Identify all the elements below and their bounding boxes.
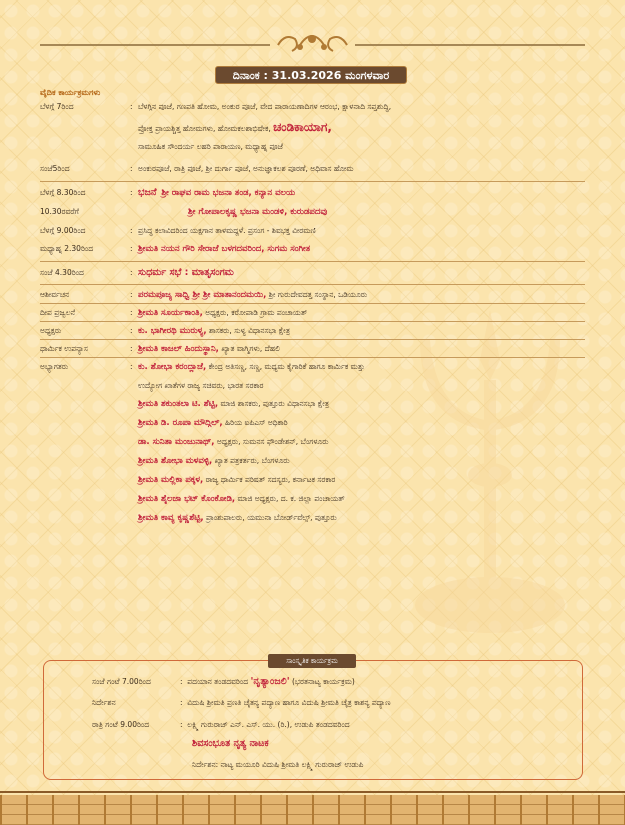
- guest-name: ಕು. ಶೋಭಾ ಕರಂದ್ಲಾಜೆ,: [138, 362, 207, 372]
- row-text: ಸಾಮೂಹಿಕ ಸೌಂದರ್ಯ ಲಹರಿ ಪಾರಾಯಣ, ಮಧ್ಯಾಹ್ನ ಪೂಜೆ: [138, 142, 283, 151]
- colon: :: [130, 308, 133, 317]
- bhajane-title: ಭಜನೆ: [138, 187, 157, 198]
- guest-name: ಶ್ರೀಮತಿ ಡಿ. ರೂಪಾ ಮೌದ್ಗಿಲ್,: [138, 418, 223, 428]
- divider: [40, 303, 585, 304]
- role-label: ಧಾರ್ಮಿಕ ಉಪನ್ಯಾಸ: [40, 344, 88, 353]
- row-text: ಪ್ರಸಿದ್ಧ ಕಲಾವಿದರಿಂದ ಯಕ್ಷಗಾನ ತಾಳಮದ್ದಳೆ. ಪ್ರಸಂಗ - ಶಿವಭಕ್ತ ವೀರಮಣಿ: [138, 226, 316, 235]
- guest-name: ಶ್ರೀಮತಿ ಸೂರ್ಯಕಾಂತಿ,: [138, 308, 203, 318]
- colon: :: [130, 102, 133, 111]
- bottom-divider: [0, 791, 625, 793]
- guest-desc: ಕೇಂದ್ರ ಅತಿಸಣ್ಣ, ಸಣ್ಣ, ಮಧ್ಯಮ ಕೈಗಾರಿಕೆ ಹಾಗೂ ಕಾರ್ಮಿಕ ಮತ್ತು: [208, 362, 365, 371]
- divider: [40, 181, 585, 182]
- guest-desc: ಹಿರಿಯ ಐಪಿಎಸ್ ಅಧಿಕಾರಿ: [225, 418, 288, 427]
- divider: [40, 357, 585, 358]
- row-text: ಪ್ರೋಕ್ತ ಪ್ರಾಯಶ್ಚಿತ್ತ ಹೋಮಗಳು, ಹೋಮಕಲಶಾಭಿಷೇಕ,: [138, 124, 271, 133]
- guest-desc: ಅಧ್ಯಕ್ಷರು, ಕರೋಪಾಡಿ ಗ್ರಾಮ ಪಂಚಾಯತ್: [205, 308, 308, 317]
- time-label: ಬೆಳಗ್ಗೆ 8.30ರಿಂದ: [40, 188, 86, 197]
- colon: :: [130, 268, 133, 277]
- performer-name: ಶ್ರೀ ರಾಘವ ರಾಮ ಭಜನಾ ತಂಡ, ಕನ್ಯಾನ ವಲಯ: [161, 188, 296, 198]
- guest-desc: ಶ್ರೀ ಗುರುದೇವದತ್ತ ಸಂಸ್ಥಾನ, ಒಡಿಯೂರು: [268, 290, 368, 299]
- row-text: ಬೆಳಗ್ಗಿನ ಪೂಜೆ, ಗಣಪತಿ ಹೋಮ, ಅಂಕುರ ಪೂಜೆ, ವೇದ ಪಾರಾಯಣಾದಿಗಳ ಆರಂಭ, ಕ್ಷಾಳನಾದಿ ಸಪ್ತಶುದ್ಧಿ,: [138, 102, 392, 111]
- section-heading-vaidika: ವೈದಿಕ ಕಾರ್ಯಕ್ರಮಗಳು: [40, 88, 101, 97]
- row-text: ಅಂಕುರಪೂಜೆ, ರಾತ್ರಿ ಪೂಜೆ, ಶ್ರೀ ದುರ್ಗಾ ಪೂಜೆ, ಅನುಜ್ಞಾಕಲಶ ಪೂರಣೆ, ಅಧಿವಾಸ ಹೋಮ: [138, 164, 354, 173]
- cultural-director: ನಿರ್ದೇಶನ: ನಾಟ್ಯ ಮಯೂರಿ ವಿದುಷಿ ಶ್ರೀಮತಿ ಲಕ್ಷ್ಮಿ ಗುರುರಾಜ್ ಉಡುಪಿ: [192, 760, 364, 769]
- divider: [40, 339, 585, 340]
- colon: :: [130, 244, 133, 253]
- shivasambhuta-title: ಶಿವಸಂಭೂತ ನೃತ್ಯ ನಾಟಕ: [192, 738, 269, 749]
- time-label: ಸಂಜೆ 4.30ರಿಂದ: [40, 268, 84, 277]
- guest-desc: ಖ್ಯಾತ ಪತ್ರಕರ್ತರು, ಬೆಂಗಳೂರು: [214, 456, 290, 465]
- guest-desc: ಉದ್ಯೋಗ ಖಾತೆಗಳ ರಾಜ್ಯ ಸಚಿವರು, ಭಾರತ ಸರಕಾರ: [138, 381, 264, 390]
- guest-desc: ಅಧ್ಯಕ್ಷರು, ಸುಮನಸ ಫೌಂಡೇಶನ್, ಬೆಂಗಳೂರು: [216, 437, 329, 446]
- guest-name: ಶ್ರೀಮತಿ ಕಾವ್ಯ ಕೃಷ್ಣಶೆಟ್ಟಿ,: [138, 513, 204, 523]
- colon: :: [130, 290, 133, 299]
- guest-name: ಡಾ. ಸುನಿತಾ ಮಂಜುನಾಥ್,: [138, 437, 215, 447]
- time-label: ಬೆಳಗ್ಗೆ 7ರಿಂದ: [40, 102, 74, 111]
- cultural-label: ನಿರ್ದೇಶನ: [92, 698, 116, 707]
- cultural-time-label: ರಾತ್ರಿ ಗಂಟೆ 9.00ರಿಂದ: [92, 720, 150, 729]
- cultural-suffix: (ಭರತನಾಟ್ಯ ಕಾರ್ಯಕ್ರಮ): [292, 677, 355, 686]
- role-label: ಅಭ್ಯಾಗತರು: [40, 362, 69, 371]
- time-label: ಸಂಜೆ5ರಿಂದ: [40, 164, 70, 173]
- colon: :: [130, 362, 133, 371]
- guest-desc: ಪ್ರಾಂಶುಪಾಲರು, ಯಮುನಾ ಬೋರ್ಡ್‌ವೆಲ್ಸ್, ಪುತ್ತೂರು: [206, 513, 337, 522]
- role-label: ಆಶೀರ್ವಚನ: [40, 290, 70, 299]
- guest-name: ಶ್ರೀಮತಿ ಶೋಭಾ ಮಳವಳ್ಳಿ,: [138, 456, 213, 466]
- time-label: ಬೆಳಗ್ಗೆ 9.00ರಿಂದ: [40, 226, 86, 235]
- time-label: ಮಧ್ಯಾಹ್ನ 2.30ರಿಂದ: [40, 244, 94, 253]
- guest-name: ಪರಮಪೂಜ್ಯ ಸಾಧ್ವಿ ಶ್ರೀ ಶ್ರೀ ಮಾತಾನಂದಮಯಿ,: [138, 290, 267, 300]
- date-banner: ದಿನಾಂಕ : 31.03.2026 ಮಂಗಳವಾರ: [215, 66, 407, 84]
- performer-name: ಶ್ರೀ ಗೋಪಾಲಕೃಷ್ಣ ಭಜನಾ ಮಂಡಳಿ, ಕುರುಡಪದವು: [188, 207, 328, 217]
- cultural-time-label: ಸಂಜೆ ಗಂಟೆ 7.00ರಿಂದ: [92, 677, 151, 686]
- guest-desc: ಮಾಜಿ ಅಧ್ಯಕ್ಷರು, ದ. ಕ. ಜಿಲ್ಲಾ ಪಂಚಾಯತ್: [237, 494, 345, 503]
- guest-name: ಶ್ರೀಮತಿ ಮಲ್ಲಿಕಾ ಪಕ್ಕಳ,: [138, 475, 204, 485]
- top-ornament-divider: [0, 25, 625, 65]
- colon: :: [130, 344, 133, 353]
- troupe-text: ಲಕ್ಷ್ಮಿ ಗುರುರಾಜ್ ಎನ್. ಎಸ್. ಯು. (ರಿ.), ಉಡುಪಿ ತಂಡದವರಿಂದ: [187, 720, 350, 729]
- guest-name: ಶ್ರೀಮತಿ ಶೈಲಜಾ ಭಟ್ ಕೊಂಕೋಡಿ,: [138, 494, 236, 504]
- guest-name: ಶ್ರೀಮತಿ ಶಕುಂತಲಾ ಟಿ. ಶೆಟ್ಟಿ,: [138, 399, 219, 409]
- divider: [40, 284, 585, 285]
- cultural-row: : ಲಕ್ಷ್ಮಿ ಗುರುರಾಜ್ ಎನ್. ಎಸ್. ಯು. (ರಿ.), ಉಡುಪಿ ತಂಡದವರಿಂದ: [180, 720, 350, 729]
- chandika-yaga-highlight: ಚಂಡಿಕಾಯಾಗ,: [273, 120, 332, 134]
- time-label: 10.30ರವರೆಗೆ: [40, 207, 79, 216]
- guest-desc: ಖ್ಯಾತ ವಾಗ್ಮಿಗಳು, ದೆಹಲಿ: [221, 344, 280, 353]
- guest-desc: ಶಾಸಕರು, ಸುಳ್ಯ ವಿಧಾನಸಭಾ ಕ್ಷೇತ್ರ: [208, 326, 290, 335]
- role-label: ಅಧ್ಯಕ್ಷರು: [40, 326, 62, 335]
- cultural-prefix: ಪದಯಾನ ತಂಡದವರಿಂದ: [187, 677, 249, 686]
- colon: :: [130, 226, 133, 235]
- guest-name: ಕು. ಭಾಗೀರಥಿ ಮುರುಳ್ಯ,: [138, 326, 207, 336]
- colon: :: [130, 188, 133, 197]
- bottom-ornament-band: [0, 795, 625, 825]
- divider: [40, 261, 585, 262]
- cultural-row: : ಪದಯಾನ ತಂಡದವರಿಂದ 'ನೃತ್ಯಾಂಜಲಿ' (ಭರತನಾಟ್ಯ ಕಾರ್ಯಕ್ರಮ): [180, 676, 355, 687]
- cultural-program-tag: ಸಾಂಸ್ಕೃತಿಕ ಕಾರ್ಯಕ್ರಮ: [268, 654, 356, 668]
- cultural-row: : ವಿದುಷಿ ಶ್ರೀಮತಿ ಪ್ರಣತಿ ಚೈತನ್ಯ ಪದ್ಯಾಣ ಹಾಗೂ ವಿದುಷಿ ಶ್ರೀಮತಿ ಚೈತ್ರ ಕಾಶನ್ಯ ಪದ್ಯಾಣ: [180, 698, 391, 707]
- cultural-row: [192, 737, 269, 751]
- guest-desc: ಮಾಜಿ ಶಾಸಕರು, ಪುತ್ತೂರು ವಿಧಾನಸಭಾ ಕ್ಷೇತ್ರ: [220, 399, 330, 408]
- guest-desc: ರಾಜ್ಯ ಧಾರ್ಮಿಕ ಪರಿಷತ್ ಸದಸ್ಯರು, ಕರ್ನಾಟಕ ಸರಕಾರ: [205, 475, 336, 484]
- performer-name: ಶ್ರೀಮತಿ ನಯನ ಗೌರಿ ಸೇರಾಜೆ ಬಳಗದವರಿಂದ, ಸುಗಮ ಸಂಗೀತ: [138, 244, 311, 254]
- colon: :: [130, 164, 133, 173]
- nrityanjali-title: 'ನೃತ್ಯಾಂಜಲಿ': [250, 676, 290, 687]
- director-text: ವಿದುಷಿ ಶ್ರೀಮತಿ ಪ್ರಣತಿ ಚೈತನ್ಯ ಪದ್ಯಾಣ ಹಾಗೂ ವಿದುಷಿ ಶ್ರೀಮತಿ ಚೈತ್ರ ಕಾಶನ್ಯ ಪದ್ಯಾಣ: [187, 698, 391, 707]
- sudharma-sabhe-title: ಸುಧರ್ಮ ಸಭೆ : ಮಾತೃಸಂಗಮ: [138, 267, 234, 278]
- divider: [40, 321, 585, 322]
- role-label: ದೀಪ ಪ್ರಜ್ವಲನೆ: [40, 308, 76, 317]
- guest-name: ಶ್ರೀಮತಿ ಕಾಜಲ್ ಹಿಂದುಸ್ಥಾನಿ,: [138, 344, 219, 354]
- colon: :: [130, 326, 133, 335]
